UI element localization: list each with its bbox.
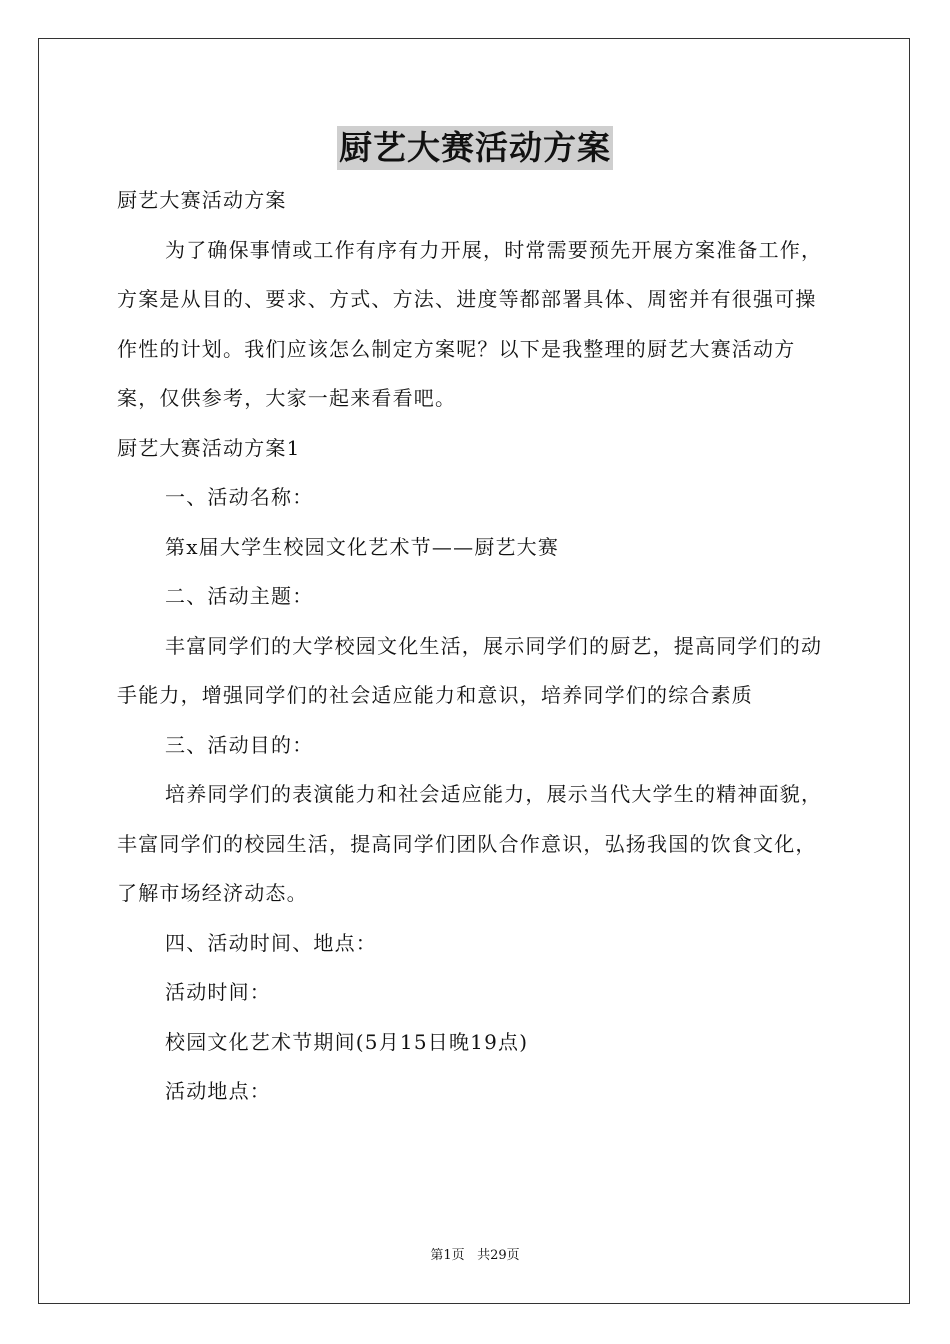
time-label: 活动时间：: [165, 980, 271, 1004]
section-heading: 厨艺大赛活动方案1: [117, 435, 301, 460]
page-footer: [0, 1246, 950, 1266]
time-value: 校园文化艺术节期间(5月15日晚19点): [165, 1029, 529, 1054]
page-number: 第1页: [430, 1248, 465, 1263]
purpose-paragraph: 培养同学们的表演能力和社会适应能力，展示当代大学生的精神面貌，丰富同学们的校园生活，提高同学们团队合作意识，弘扬我国的饮食文化，了解市场经济动态。: [117, 782, 823, 905]
page-total: 共29页: [477, 1248, 520, 1263]
place-label: 活动地点：: [165, 1079, 271, 1103]
subtitle-paragraph: 厨艺大赛活动方案: [117, 188, 287, 212]
document-title: 厨艺大赛活动方案: [337, 126, 613, 170]
item-heading-name: 一、活动名称：: [165, 485, 314, 509]
item-heading-time-place: 四、活动时间、地点：: [165, 930, 377, 955]
theme-paragraph: 丰富同学们的大学校园文化生活，展示同学们的厨艺，提高同学们的动手能力，增强同学们的社会适应能力和意识，培养同学们的综合素质: [117, 633, 823, 707]
activity-name-paragraph: 第x届大学生校园文化艺术节——厨艺大赛: [165, 534, 560, 559]
item-heading-theme: 二、活动主题：: [165, 584, 314, 608]
item-heading-purpose: 三、活动目的：: [165, 732, 314, 757]
document-body: [117, 176, 833, 1117]
title-container: [0, 126, 950, 170]
intro-paragraph: 为了确保事情或工作有序有力开展，时常需要预先开展方案准备工作，方案是从目的、要求、方式、方法、进度等都部署具体、周密并有很强可操作性的计划。我们应该怎么制定方案呢？以下是我整理的厨艺大赛活动方案，仅供参考，大家一起来看看吧。: [117, 237, 823, 410]
